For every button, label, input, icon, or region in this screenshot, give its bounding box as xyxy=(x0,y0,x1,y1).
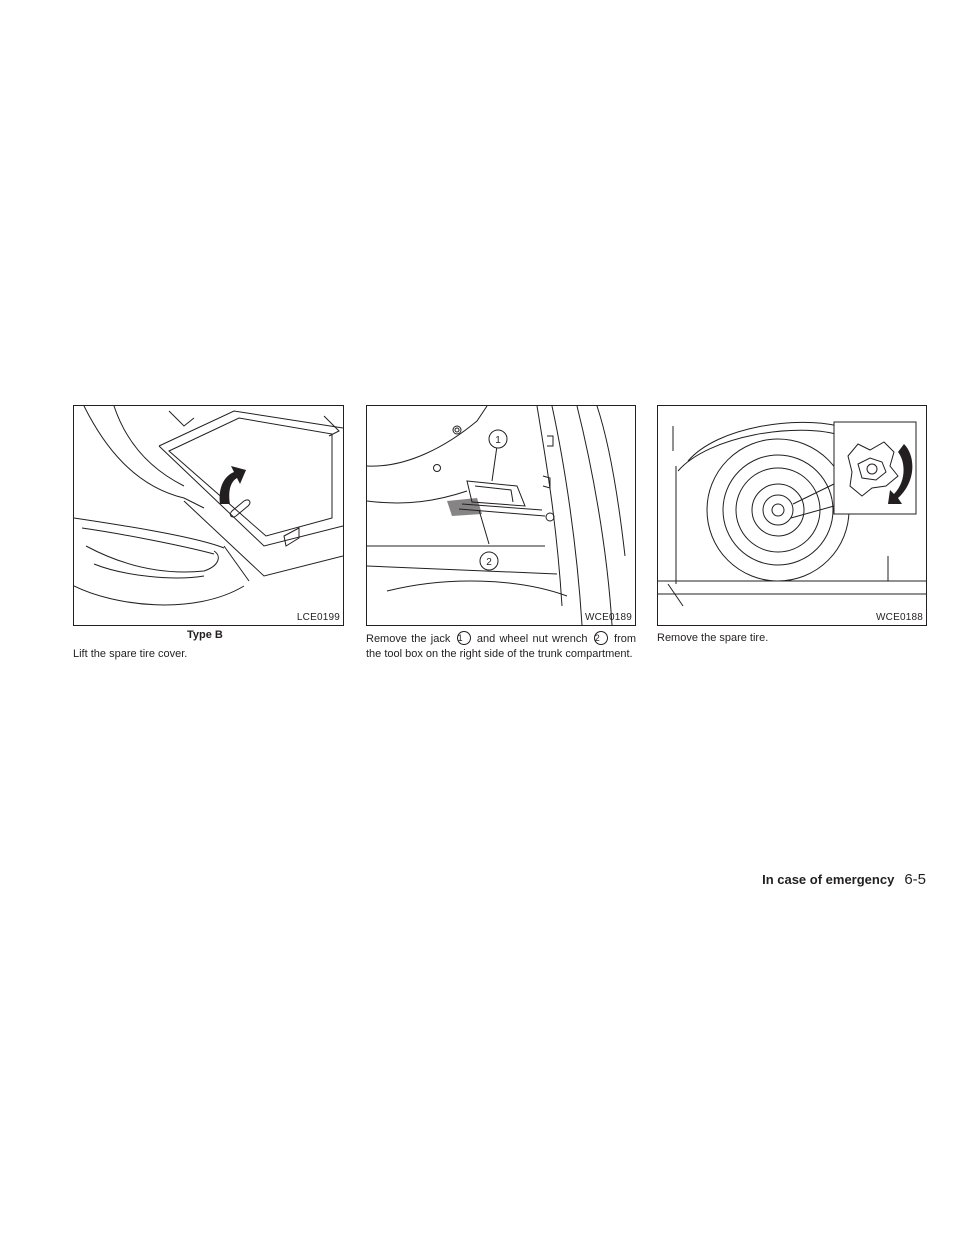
caption-part-1: Remove the jack xyxy=(366,633,451,645)
callout-2-inline: 2 xyxy=(594,631,608,645)
spare-tire-illustration xyxy=(658,406,926,625)
type-label: Type B xyxy=(187,629,223,641)
figure-code: WCE0189 xyxy=(585,612,632,623)
caption-lift-cover: Lift the spare tire cover. xyxy=(73,648,188,660)
figure-spare-tire-cover xyxy=(73,405,344,626)
figure-code: LCE0199 xyxy=(296,612,340,623)
figure-jack-and-wrench xyxy=(366,405,636,626)
figure-remove-spare-tire xyxy=(657,405,927,626)
lift-arrow-icon xyxy=(220,466,246,504)
jack-wrench-illustration xyxy=(367,406,635,625)
callout-2-text: 2 xyxy=(486,557,492,568)
caption-remove-spare-tire: Remove the spare tire. xyxy=(657,632,769,644)
caption-part-3: from the tool box on the right side of the trunk compartment. xyxy=(366,633,637,660)
figure-code: WCE0188 xyxy=(876,612,923,623)
page-number: 6-5 xyxy=(904,871,926,888)
spare-tire-cover-illustration xyxy=(74,406,343,625)
section-title: In case of emergency xyxy=(762,872,895,887)
caption-remove-jack xyxy=(366,631,636,662)
callout-1-inline: 1 xyxy=(457,631,471,645)
page-footer xyxy=(762,871,926,888)
callout-1-text: 1 xyxy=(495,435,501,446)
caption-part-2: and wheel nut wrench xyxy=(476,633,588,645)
